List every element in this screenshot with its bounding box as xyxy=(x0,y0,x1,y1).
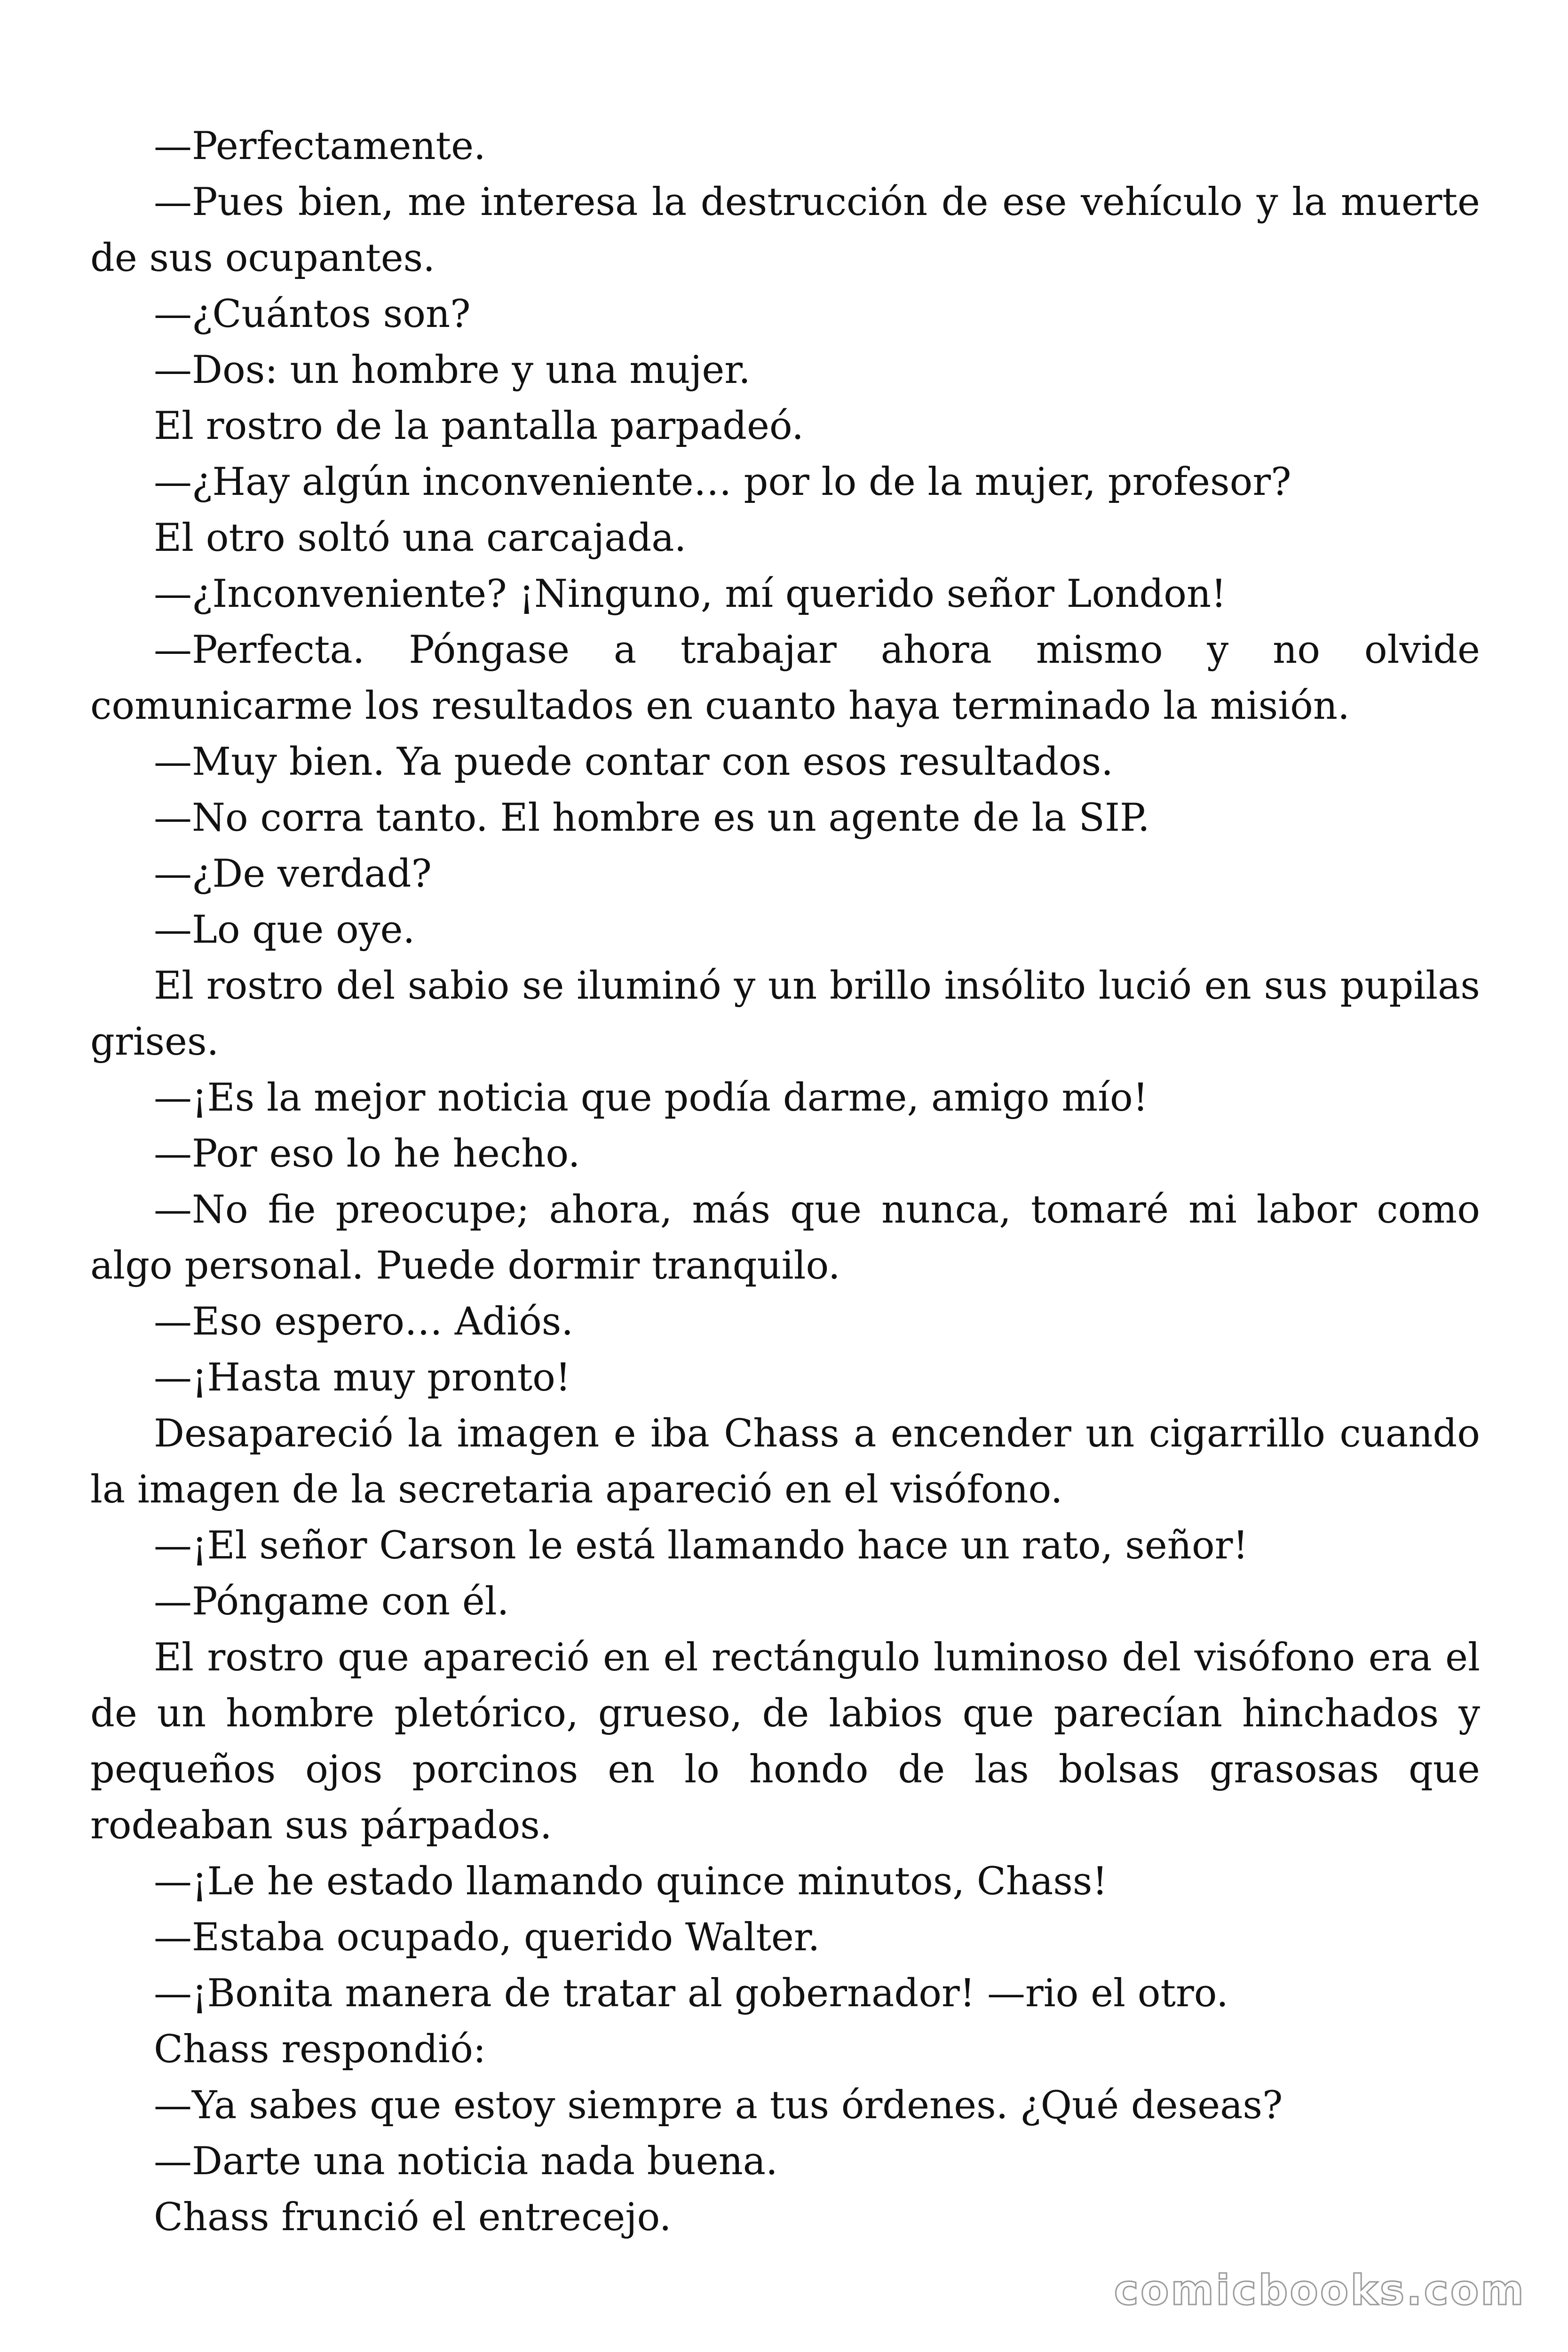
paragraph: —¿Cuántos son? xyxy=(154,292,471,336)
paragraph: —¿Hay algún inconveniente… por lo de la mujer, profesor? xyxy=(154,460,1291,504)
paragraph: —Perfectamente. xyxy=(154,124,486,168)
paragraph: —Dos: un hombre y una mujer. xyxy=(154,348,751,392)
paragraph: —Pues bien, me interesa la destrucción de ese vehículo y la muerte de sus ocupantes. xyxy=(90,180,1480,280)
paragraph: —Muy bien. Ya puede contar con esos resultados. xyxy=(154,740,1113,784)
paragraph: —Póngame con él. xyxy=(154,1580,509,1624)
paragraph: —¿De verdad? xyxy=(154,852,432,896)
paragraph: —¡Es la mejor noticia que podía darme, amigo mío! xyxy=(154,1076,1148,1120)
paragraph: —No corra tanto. El hombre es un agente de la SIP. xyxy=(154,796,1150,840)
paragraph: —Estaba ocupado, querido Walter. xyxy=(154,1915,820,1960)
paragraph: El rostro del sabio se iluminó y un brillo insólito lució en sus pupilas grises. xyxy=(90,964,1480,1064)
paragraph: —Perfecta. Póngase a trabajar ahora mismo y no olvide comunicarme los resultados en cuanto haya terminado la misión. xyxy=(90,628,1480,728)
paragraph: El rostro de la pantalla parpadeó. xyxy=(154,404,804,448)
paragraph: —No fie preocupe; ahora, más que nunca, tomaré mi labor como algo personal. Puede dormir tranquilo. xyxy=(90,1188,1480,1288)
paragraph: —¡Le he estado llamando quince minutos, Chass! xyxy=(154,1859,1108,1904)
paragraph: —Eso espero… Adiós. xyxy=(154,1300,574,1344)
paragraph: —Ya sabes que estoy siempre a tus órdenes. ¿Qué deseas? xyxy=(154,2083,1283,2128)
paragraph: El otro soltó una carcajada. xyxy=(154,516,687,560)
paragraph: —¡Hasta muy pronto! xyxy=(154,1356,571,1400)
paragraph: —Lo que oye. xyxy=(154,908,415,952)
paragraph: Chass frunció el entrecejo. xyxy=(154,2195,672,2240)
paragraph: El rostro que apareció en el rectángulo luminoso del visófono era el de un hombre pletórico, grueso, de labios que parecían hinchados y pequeños ojos porcinos en lo hondo de las bolsas grasosas que rodeaban sus párpados. xyxy=(90,1636,1480,1848)
paragraph: —Por eso lo he hecho. xyxy=(154,1132,580,1176)
paragraph: —¡Bonita manera de tratar al gobernador! —rio el otro. xyxy=(154,1971,1228,2016)
paragraph: Desapareció la imagen e iba Chass a encender un cigarrillo cuando la imagen de la secretaria apareció en el visófono. xyxy=(90,1412,1480,1512)
book-page-text xyxy=(90,119,1480,2246)
watermark: comicbooks.com xyxy=(1114,2266,1526,2314)
paragraph: Chass respondió: xyxy=(154,2027,486,2072)
paragraph: —¡El señor Carson le está llamando hace un rato, señor! xyxy=(154,1524,1249,1568)
paragraph: —Darte una noticia nada buena. xyxy=(154,2139,778,2184)
paragraph: —¿Inconveniente? ¡Ninguno, mí querido señor London! xyxy=(154,572,1227,616)
